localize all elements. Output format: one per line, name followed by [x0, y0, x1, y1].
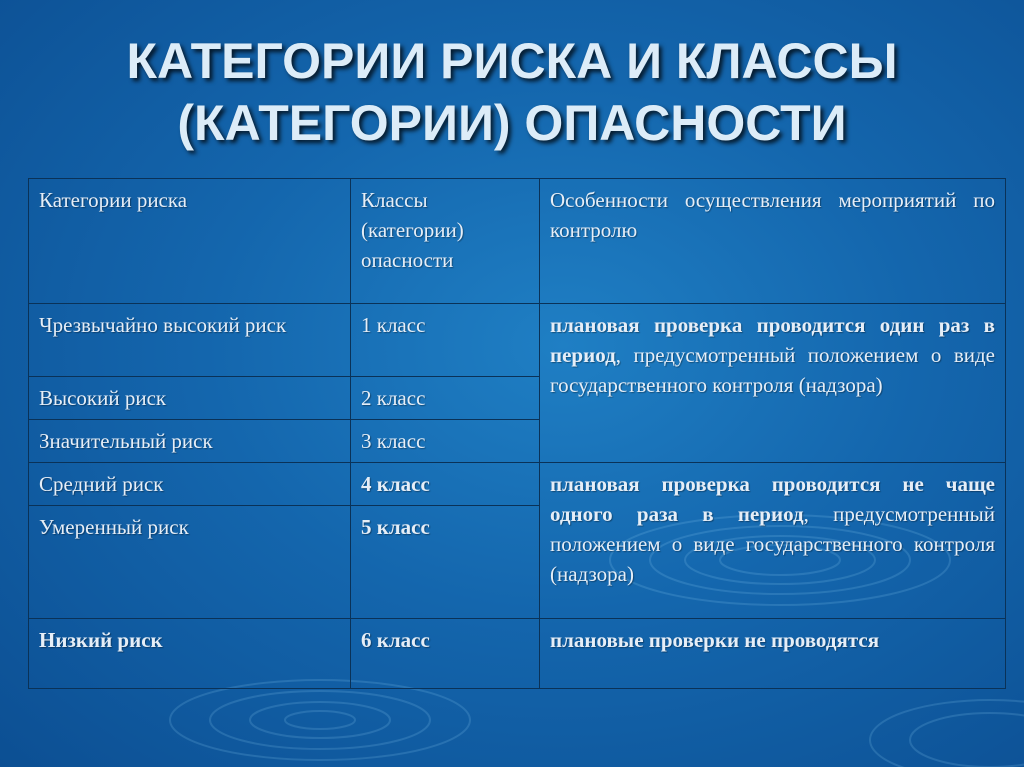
row-4-class: 4 класс: [351, 463, 540, 506]
row-3-category: Значительный риск: [29, 420, 351, 463]
header-features: Особенности осуществления мероприятий по контролю: [540, 179, 1006, 304]
header-category: Категории риска: [29, 179, 351, 304]
row-1-class: 1 класс: [351, 304, 540, 377]
row-6-category: Низкий риск: [29, 619, 351, 689]
title-line-2: (КАТЕГОРИИ) ОПАСНОСТИ: [177, 95, 847, 151]
page-title: [0, 30, 1024, 154]
features-group-2-text: , предусмотренный положением о виде государственного контроля (надзора): [550, 502, 995, 586]
row-6-class: 6 класс: [351, 619, 540, 689]
row-4-category: Средний риск: [29, 463, 351, 506]
features-group-1: [540, 304, 1006, 463]
features-group-2-bold: плановая проверка проводится не чаще одного раза в период: [550, 472, 995, 526]
features-group-2: [540, 463, 1006, 619]
table-row: [29, 619, 1006, 689]
table-row: [29, 304, 1006, 377]
table-header-row: [29, 179, 1006, 304]
row-1-category: Чрезвычайно высокий риск: [29, 304, 351, 377]
title-line-1: КАТЕГОРИИ РИСКА И КЛАССЫ: [126, 33, 898, 89]
features-group-3: плановые проверки не проводятся: [540, 619, 1006, 689]
features-group-1-text: , предусмотренный положением о виде государственного контроля (надзора): [550, 343, 995, 397]
row-2-class: 2 класс: [351, 377, 540, 420]
header-class: Классы (категории) опасности: [351, 179, 540, 304]
row-5-class: 5 класс: [351, 506, 540, 619]
row-5-category: Умеренный риск: [29, 506, 351, 619]
features-group-1-bold: плановая проверка проводится один раз в период: [550, 313, 995, 367]
row-2-category: Высокий риск: [29, 377, 351, 420]
risk-categories-table: [28, 178, 1006, 689]
row-3-class: 3 класс: [351, 420, 540, 463]
table-row: [29, 463, 1006, 506]
